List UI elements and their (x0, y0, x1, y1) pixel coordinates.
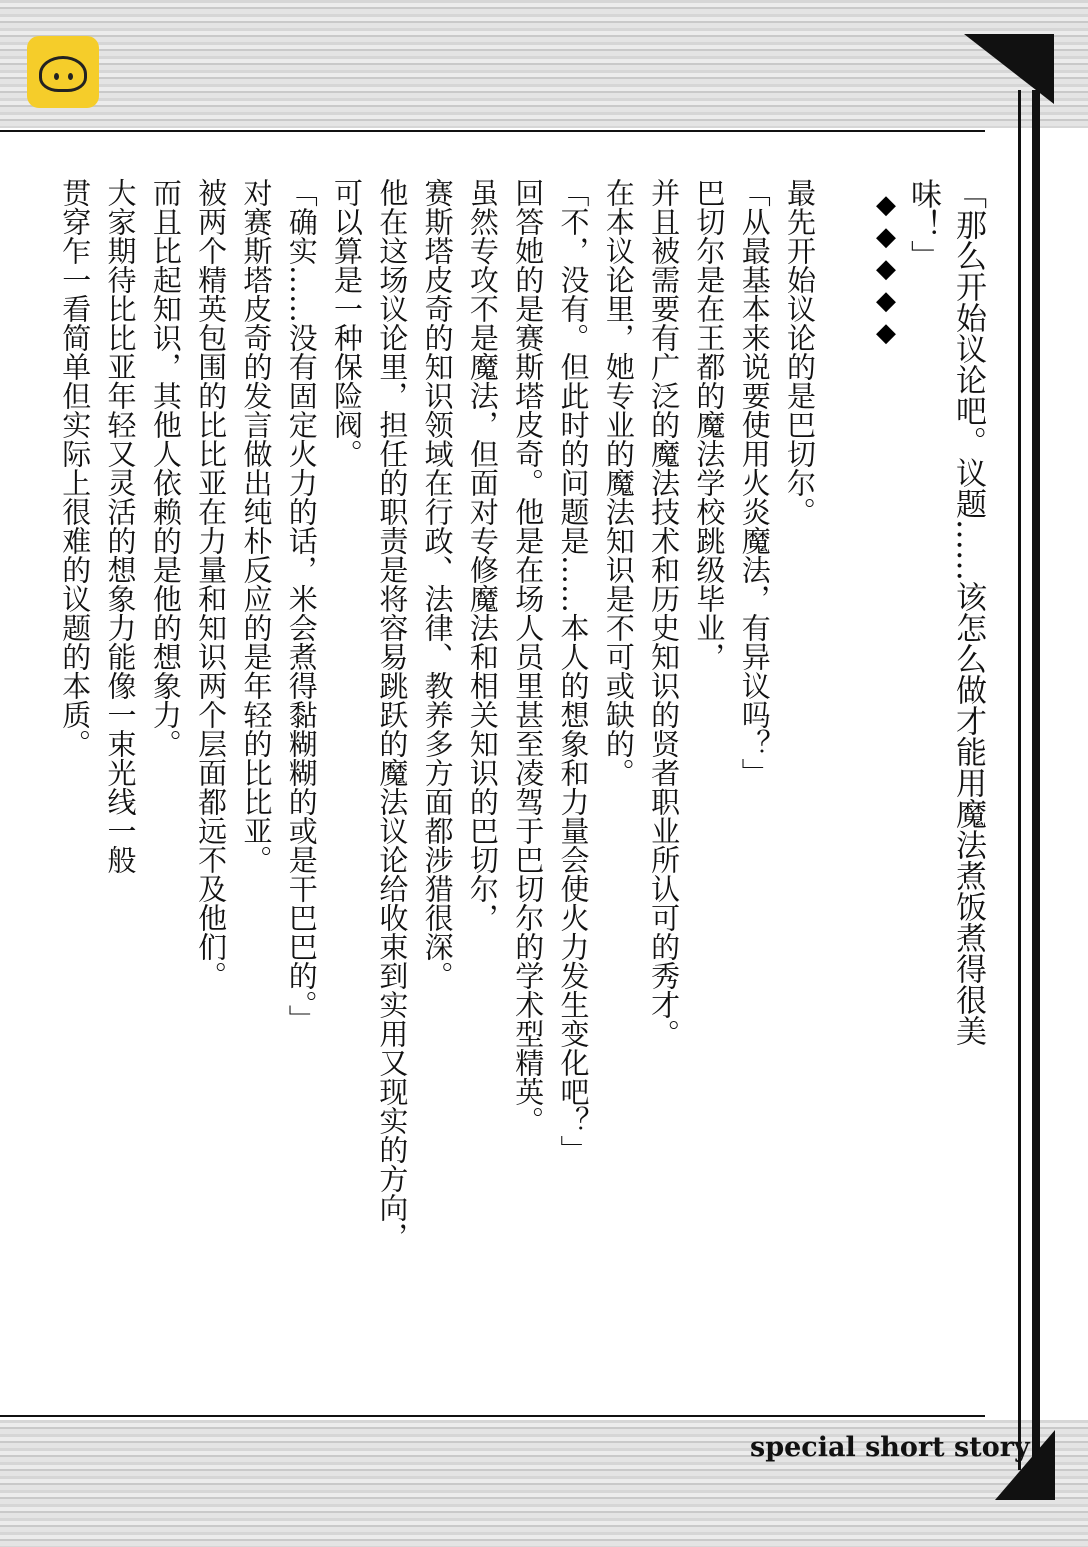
text-line: 贯穿乍一看简单但实际上很难的议题的本质。 (58, 178, 93, 758)
text-line: 对赛斯塔皮奇的发言做出纯朴反应的是年轻的比比亚。 (239, 178, 274, 874)
text-line: 在本议论里，她专业的魔法知识是不可或缺的。 (601, 178, 636, 787)
right-thick-rule (1032, 90, 1040, 1470)
text-line: 巴切尔是在王都的魔法学校跳级毕业， (692, 178, 727, 671)
top-rule (0, 130, 985, 132)
section-separator: ◆◆◆◆◆ (871, 190, 901, 350)
text-line: 虽然专攻不是魔法，但面对专修魔法和相关知识的巴切尔， (465, 178, 500, 932)
body-text (52, 178, 822, 1278)
right-rule (1018, 90, 1021, 1470)
text-line: 「不，没有。但此时的问题是……本人的想象和力量会使火力发生变化吧？」 (556, 178, 591, 1164)
text-line: 最先开始议论的是巴切尔。 (783, 178, 817, 526)
text-line: 大家期待比比亚年轻又灵活的想象力能像一束光线一般 (103, 178, 138, 874)
text-line: 被两个精英包围的比比亚在力量和知识两个层面都远不及他们。 (194, 178, 229, 990)
footer-label: special short story (750, 1432, 1030, 1463)
heading-line: 「那么开始议论吧。议题……该怎么做才能用魔法煮饭煮得很美味！」 (905, 178, 986, 1046)
bottom-rule (0, 1415, 985, 1417)
text-line: 他在这场议论里，担任的职责是将容易跳跃的魔法议论给收束到实用又现实的方向， (375, 178, 410, 1251)
text-line: 回答她的是赛斯塔皮奇。他是在场人员里甚至凌驾于巴切尔的学术型精英。 (511, 178, 546, 1135)
text-line: 而且比起知识，其他人依赖的是他的想象力。 (148, 178, 183, 758)
text-line: 「确实……没有固定火力的话，米会煮得黏糊糊的或是干巴巴的。」 (284, 178, 319, 1034)
top-border-texture (0, 0, 1088, 128)
text-line: 可以算是一种保险阀。 (330, 178, 365, 468)
text-line: 并且被需要有广泛的魔法技术和历史知识的贤者职业所认可的秀才。 (647, 178, 682, 1048)
text-line: 「从最基本来说要使用火炎魔法，有异议吗？」 (737, 178, 772, 787)
text-line: 赛斯塔皮奇的知识领域在行政、法律、教养多方面都涉猎很深。 (420, 178, 455, 990)
corner-ornament-top (964, 34, 1054, 104)
watermark-logo (27, 36, 99, 108)
